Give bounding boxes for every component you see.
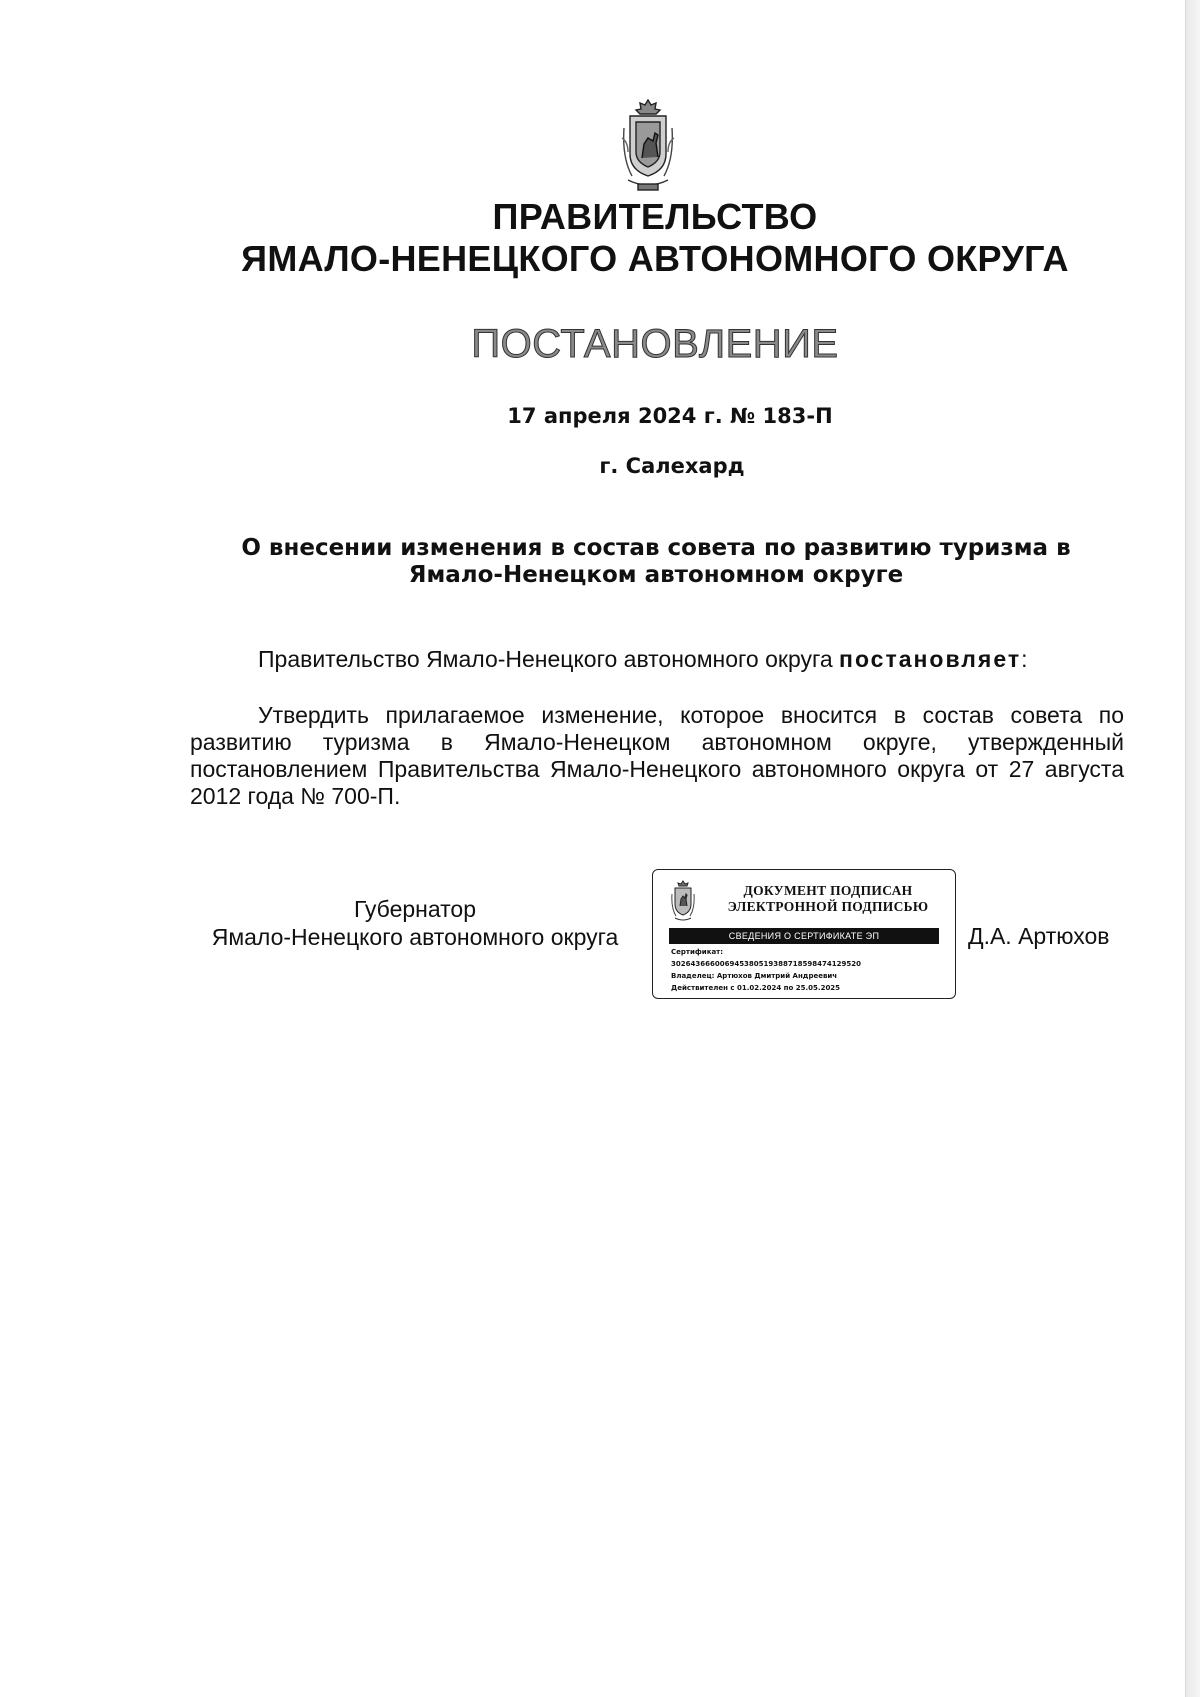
coat-of-arms-icon (671, 880, 695, 922)
stamp-certificate-label: Сертификат: (671, 948, 724, 956)
preamble-paragraph (258, 646, 1027, 673)
body-paragraph-text: Утвердить прилагаемое изменение, которое вносится в состав совета по развитию туризма в Ямало-Ненецком автономном округе, утвержденный постановлением Правительства Ямало-Ненецкого автономного округа от 27 августа 2012 года № 700-П. (190, 702, 1124, 809)
stamp-heading-line-1: ДОКУМЕНТ ПОДПИСАН (743, 883, 913, 898)
document-type: ПОСТАНОВЛЕНИЕ (471, 322, 839, 366)
stamp-certificate-bar: СВЕДЕНИЯ О СЕРТИФИКАТЕ ЭП (669, 928, 939, 944)
stamp-validity: Действителен с 01.02.2024 по 25.05.2025 (671, 984, 841, 992)
document-subject (190, 535, 1122, 589)
signer-name: Д.А. Артюхов (968, 923, 1110, 949)
signer-title-line-1: Губернатор (353, 896, 477, 922)
stamp-certificate-number: 302643666006945380519388718598474129520 (671, 960, 861, 968)
body-paragraph (190, 702, 1124, 810)
preamble-text: Правительство Ямало-Ненецкого автономного округа (258, 646, 840, 672)
subject-line-2: Ямало-Ненецком автономном округе (408, 562, 904, 588)
coat-of-arms-icon (620, 98, 676, 194)
stamp-heading-line-2: ЭЛЕКТРОННОЙ ПОДПИСЬЮ (727, 899, 929, 914)
preamble-bold: постановляет (839, 646, 1022, 672)
electronic-signature-stamp (652, 869, 956, 999)
preamble-end: : (1021, 646, 1028, 672)
stamp-heading (713, 883, 943, 915)
stamp-owner: Владелец: Артюхов Дмитрий Андреевич (671, 972, 838, 980)
signer-title-line-2: Ямало-Ненецкого автономного округа (211, 924, 619, 950)
document-date-number: 17 апреля 2024 г. № 183-П (507, 404, 833, 428)
signer-title (190, 895, 640, 951)
government-title-line-1: ПРАВИТЕЛЬСТВО (492, 196, 818, 237)
stamp-certificate-info (671, 946, 951, 994)
subject-line-1: О внесении изменения в состав совета по развитию туризма в (241, 535, 1071, 561)
government-title-line-2: ЯМАЛО-НЕНЕЦКОГО АВТОНОМНОГО ОКРУГА (241, 238, 1069, 279)
document-city: г. Салехард (599, 454, 745, 478)
